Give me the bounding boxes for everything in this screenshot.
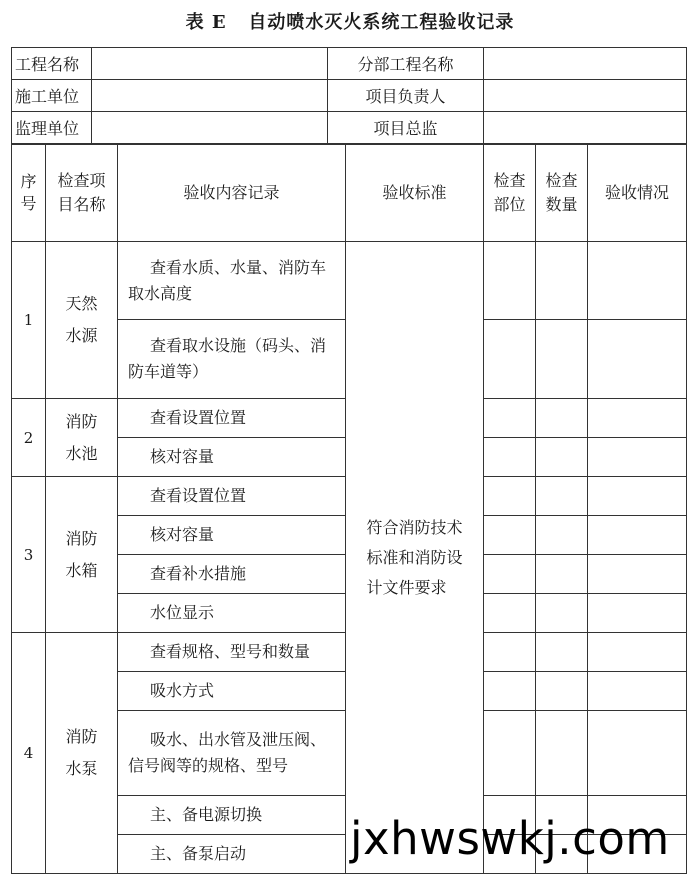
- location-field[interactable]: [484, 516, 536, 555]
- location-field[interactable]: [484, 399, 536, 438]
- seq-cell: 1: [12, 242, 46, 399]
- content-cell: 查看设置位置: [118, 477, 346, 516]
- result-field[interactable]: [588, 672, 687, 711]
- chief-supervisor-field[interactable]: [484, 112, 687, 144]
- watermark-text: jxhwswkj.com: [350, 812, 670, 865]
- location-field[interactable]: [484, 320, 536, 399]
- construction-unit-field[interactable]: [92, 80, 328, 112]
- header-check-item: 检查项目名称: [46, 145, 118, 242]
- project-manager-label: 项目负责人: [328, 80, 484, 112]
- quantity-field[interactable]: [536, 438, 588, 477]
- result-field[interactable]: [588, 242, 687, 320]
- seq-cell: 4: [12, 633, 46, 874]
- content-cell: 查看取水设施（码头、消防车道等）: [118, 320, 346, 399]
- quantity-field[interactable]: [536, 594, 588, 633]
- content-cell: 吸水方式: [118, 672, 346, 711]
- category-cell: 消防水箱: [46, 477, 118, 633]
- table-header-row: [12, 145, 687, 242]
- content-cell: 查看水质、水量、消防车取水高度: [118, 242, 346, 320]
- result-field[interactable]: [588, 477, 687, 516]
- location-field[interactable]: [484, 477, 536, 516]
- acceptance-table: [11, 144, 687, 874]
- project-name-label: 工程名称: [12, 48, 92, 80]
- header-result: 验收情况: [588, 145, 687, 242]
- quantity-field[interactable]: [536, 516, 588, 555]
- sub-project-label: 分部工程名称: [328, 48, 484, 80]
- header-quantity: 检查数量: [536, 145, 588, 242]
- location-field[interactable]: [484, 438, 536, 477]
- result-field[interactable]: [588, 516, 687, 555]
- result-field[interactable]: [588, 438, 687, 477]
- quantity-field[interactable]: [536, 633, 588, 672]
- quantity-field[interactable]: [536, 711, 588, 796]
- chief-supervisor-label: 项目总监: [328, 112, 484, 144]
- result-field[interactable]: [588, 320, 687, 399]
- location-field[interactable]: [484, 633, 536, 672]
- category-cell: 天然水源: [46, 242, 118, 399]
- content-cell: 查看补水措施: [118, 555, 346, 594]
- location-field[interactable]: [484, 672, 536, 711]
- content-cell: 水位显示: [118, 594, 346, 633]
- quantity-field[interactable]: [536, 399, 588, 438]
- table-row: [12, 242, 687, 320]
- quantity-field[interactable]: [536, 242, 588, 320]
- location-field[interactable]: [484, 711, 536, 796]
- content-cell: 主、备电源切换: [118, 796, 346, 835]
- content-cell: 核对容量: [118, 438, 346, 477]
- supervision-unit-field[interactable]: [92, 112, 328, 144]
- quantity-field[interactable]: [536, 555, 588, 594]
- category-cell: 消防水池: [46, 399, 118, 477]
- location-field[interactable]: [484, 594, 536, 633]
- project-name-field[interactable]: [92, 48, 328, 80]
- result-field[interactable]: [588, 594, 687, 633]
- content-cell: 主、备泵启动: [118, 835, 346, 874]
- header-standard: 验收标准: [346, 145, 484, 242]
- header-seq: 序号: [12, 145, 46, 242]
- construction-unit-label: 施工单位: [12, 80, 92, 112]
- content-cell: 查看规格、型号和数量: [118, 633, 346, 672]
- quantity-field[interactable]: [536, 320, 588, 399]
- result-field[interactable]: [588, 711, 687, 796]
- page-title: 表 E 自动喷水灭火系统工程验收记录: [185, 12, 515, 33]
- supervision-unit-label: 监理单位: [12, 112, 92, 144]
- quantity-field[interactable]: [536, 477, 588, 516]
- quantity-field[interactable]: [536, 672, 588, 711]
- standard-cell: 符合消防技术标准和消防设计文件要求: [346, 242, 484, 874]
- seq-cell: 3: [12, 477, 46, 633]
- result-field[interactable]: [588, 399, 687, 438]
- location-field[interactable]: [484, 555, 536, 594]
- header-location: 检查部位: [484, 145, 536, 242]
- project-info-table: [11, 47, 687, 144]
- result-field[interactable]: [588, 555, 687, 594]
- result-field[interactable]: [588, 633, 687, 672]
- content-cell: 吸水、出水管及泄压阀、信号阀等的规格、型号: [118, 711, 346, 796]
- category-cell: 消防水泵: [46, 633, 118, 874]
- sub-project-field[interactable]: [484, 48, 687, 80]
- content-cell: 查看设置位置: [118, 399, 346, 438]
- header-content: 验收内容记录: [118, 145, 346, 242]
- seq-cell: 2: [12, 399, 46, 477]
- location-field[interactable]: [484, 242, 536, 320]
- content-cell: 核对容量: [118, 516, 346, 555]
- project-manager-field[interactable]: [484, 80, 687, 112]
